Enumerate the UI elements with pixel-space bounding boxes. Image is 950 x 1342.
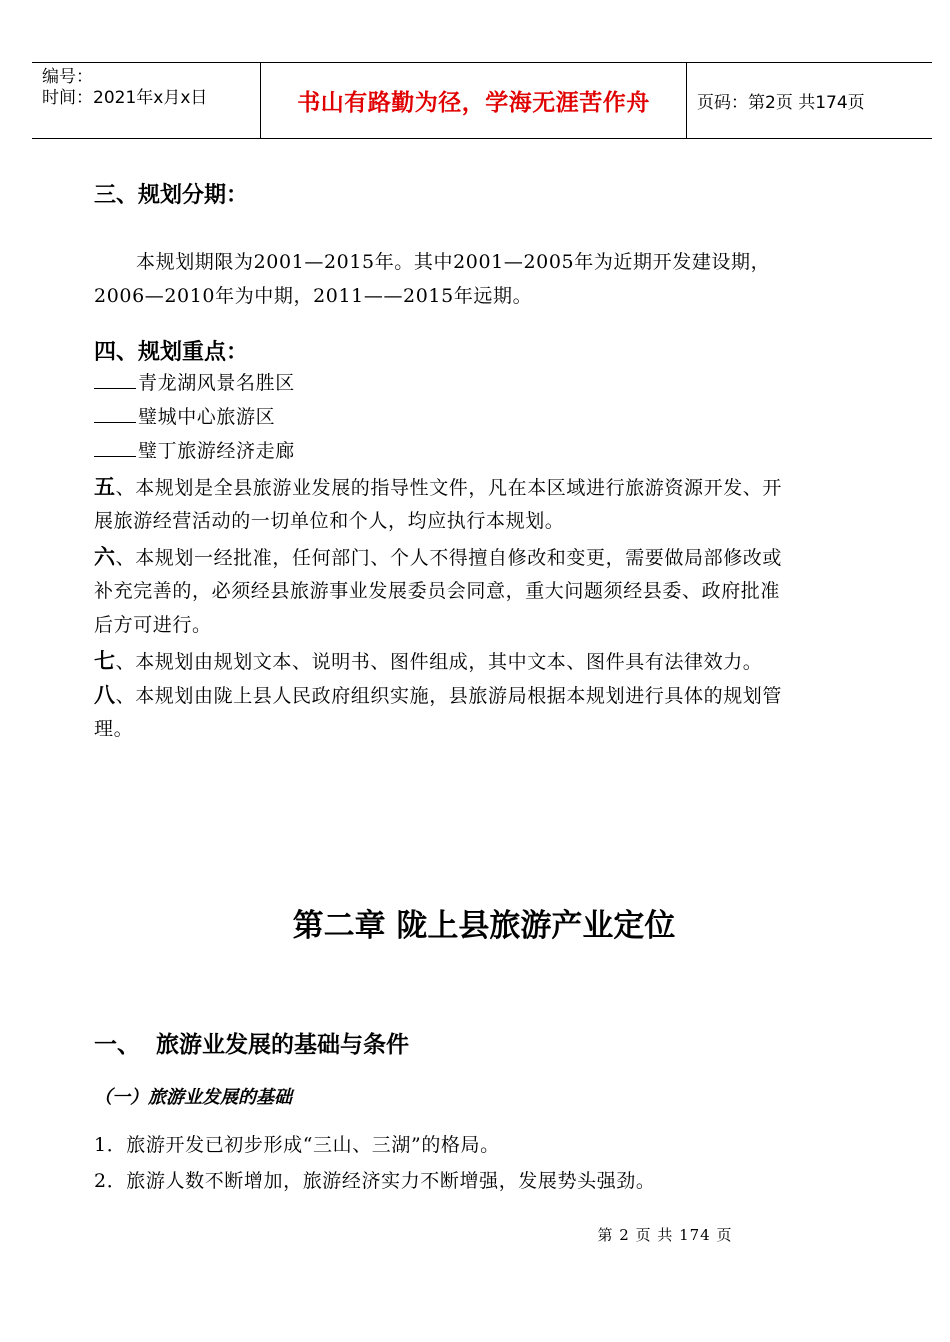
part1-title: 旅游业发展的基础与条件: [156, 1032, 409, 1058]
clause5-line1: [94, 470, 782, 505]
part1-item-1: 1．旅游开发已初步形成“三山、三湖”的格局。: [94, 1134, 500, 1156]
clause5-line2: 展旅游经营活动的一切单位和个人，均应执行本规划。: [94, 510, 565, 532]
header-page-info: 页码：第2页 共174页: [697, 93, 865, 113]
clause6-line2: 补充完善的，必须经县旅游事业发展委员会同意，重大问题须经县委、政府批准: [94, 580, 781, 602]
blank-line: [94, 434, 136, 457]
clause6-lead: 六: [94, 545, 116, 569]
clause7-line1: [94, 644, 762, 679]
clause8-lead: 八: [94, 683, 116, 707]
blank-line: [94, 400, 136, 423]
header-motto: 书山有路勤为径，学海无涯苦作舟: [261, 63, 687, 138]
section3-para-line2: 2006—2010年为中期，2011——2015年远期。: [94, 285, 533, 307]
clause5-text: 、本规划是全县旅游业发展的指导性文件，凡在本区域进行旅游资源开发、开: [115, 477, 783, 499]
clause6-text: 、本规划一经批准，任何部门、个人不得擅自修改和变更，需要做局部修改或: [115, 547, 783, 569]
clause6-line1: [94, 540, 782, 575]
clause7-text: 、本规划由规划文本、说明书、图件组成，其中文本、图件具有法律效力。: [115, 651, 763, 673]
section3-title: 三、规划分期：: [94, 183, 249, 208]
focus-item-text: 青龙湖风景名胜区: [138, 372, 295, 394]
part1-num: 一、: [94, 1032, 140, 1058]
clause8-text: 、本规划由陇上县人民政府组织实施，县旅游局根据本规划进行具体的规划管: [115, 685, 783, 707]
focus-item-text: 璧丁旅游经济走廊: [138, 440, 295, 462]
focus-item-text: 璧城中心旅游区: [138, 406, 276, 428]
clause8-line2: 理。: [94, 718, 134, 740]
focus-item: [94, 434, 295, 468]
focus-item: [94, 400, 275, 434]
part1-subheading: （一）旅游业发展的基础: [94, 1087, 292, 1108]
chapter-title: 第二章 陇上县旅游产业定位: [292, 908, 676, 944]
section3-para-line1: 本规划期限为2001—2015年。其中2001—2005年为近期开发建设期，: [136, 251, 771, 273]
blank-line: [94, 366, 136, 389]
part1-heading: [94, 1026, 409, 1059]
clause6-line3: 后方可进行。: [94, 614, 212, 636]
date-label: 时间：2021年x月x日: [42, 88, 208, 108]
part1-item-2: 2．旅游人数不断增加，旅游经济实力不断增强，发展势头强劲。: [94, 1170, 656, 1192]
focus-item: [94, 366, 295, 400]
code-label: 编号：: [42, 67, 93, 87]
page-header: [32, 62, 932, 139]
section4-title: 四、规划重点：: [94, 340, 249, 365]
clause8-line1: [94, 678, 782, 713]
clause7-lead: 七: [94, 649, 116, 673]
clause5-lead: 五: [94, 475, 116, 499]
header-meta: [32, 63, 261, 138]
page-footer: 第 2 页 共 174 页: [597, 1226, 733, 1244]
